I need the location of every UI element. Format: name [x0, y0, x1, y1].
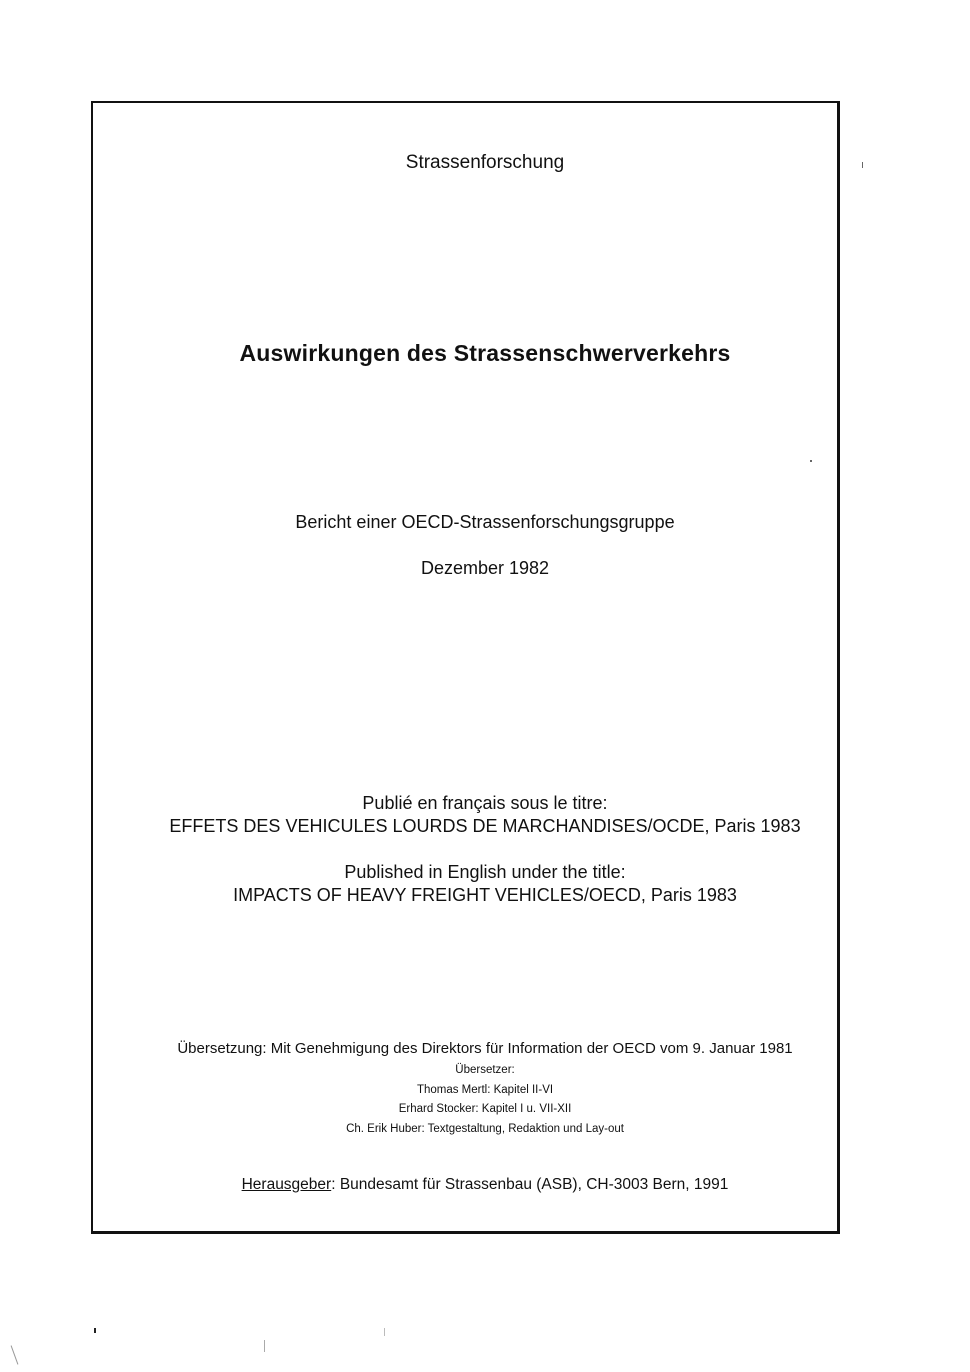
translator-2: Erhard Stocker: Kapitel I u. VII-XII [398, 1103, 572, 1115]
publisher-label: Herausgeber [241, 1176, 332, 1193]
scan-speck [11, 1345, 19, 1364]
french-intro: Publié en français sous le titre: [362, 793, 608, 813]
translators-heading: Übersetzer: [455, 1064, 515, 1076]
publisher-line [0, 1176, 970, 1194]
scan-speck [862, 162, 863, 168]
translation-permission: Übersetzung: Mit Genehmigung des Direktors für Information der OECD vom 9. Januar 1981 [177, 1040, 793, 1057]
document-title: Auswirkungen des Strassenschwerverkehrs [239, 340, 731, 366]
report-subtitle: Bericht einer OECD-Strassenforschungsgruppe [295, 512, 675, 532]
scan-speck [810, 460, 812, 462]
publisher-text: : Bundesamt für Strassenbau (ASB), CH-3003 Bern, 1991 [331, 1176, 729, 1193]
french-title: EFFETS DES VEHICULES LOURDS DE MARCHANDISES/OCDE, Paris 1983 [169, 816, 801, 836]
english-intro: Published in English under the title: [344, 862, 626, 882]
scan-speck [264, 1340, 265, 1352]
translator-3: Ch. Erik Huber: Textgestaltung, Redaktion und Lay-out [346, 1123, 624, 1135]
english-title: IMPACTS OF HEAVY FREIGHT VEHICLES/OECD, Paris 1983 [233, 885, 737, 905]
report-date: Dezember 1982 [420, 558, 550, 578]
translator-1: Thomas Mertl: Kapitel II-VI [416, 1084, 554, 1096]
scan-speck [94, 1328, 96, 1333]
scan-speck [384, 1328, 385, 1336]
series-title: Strassenforschung [405, 152, 565, 173]
